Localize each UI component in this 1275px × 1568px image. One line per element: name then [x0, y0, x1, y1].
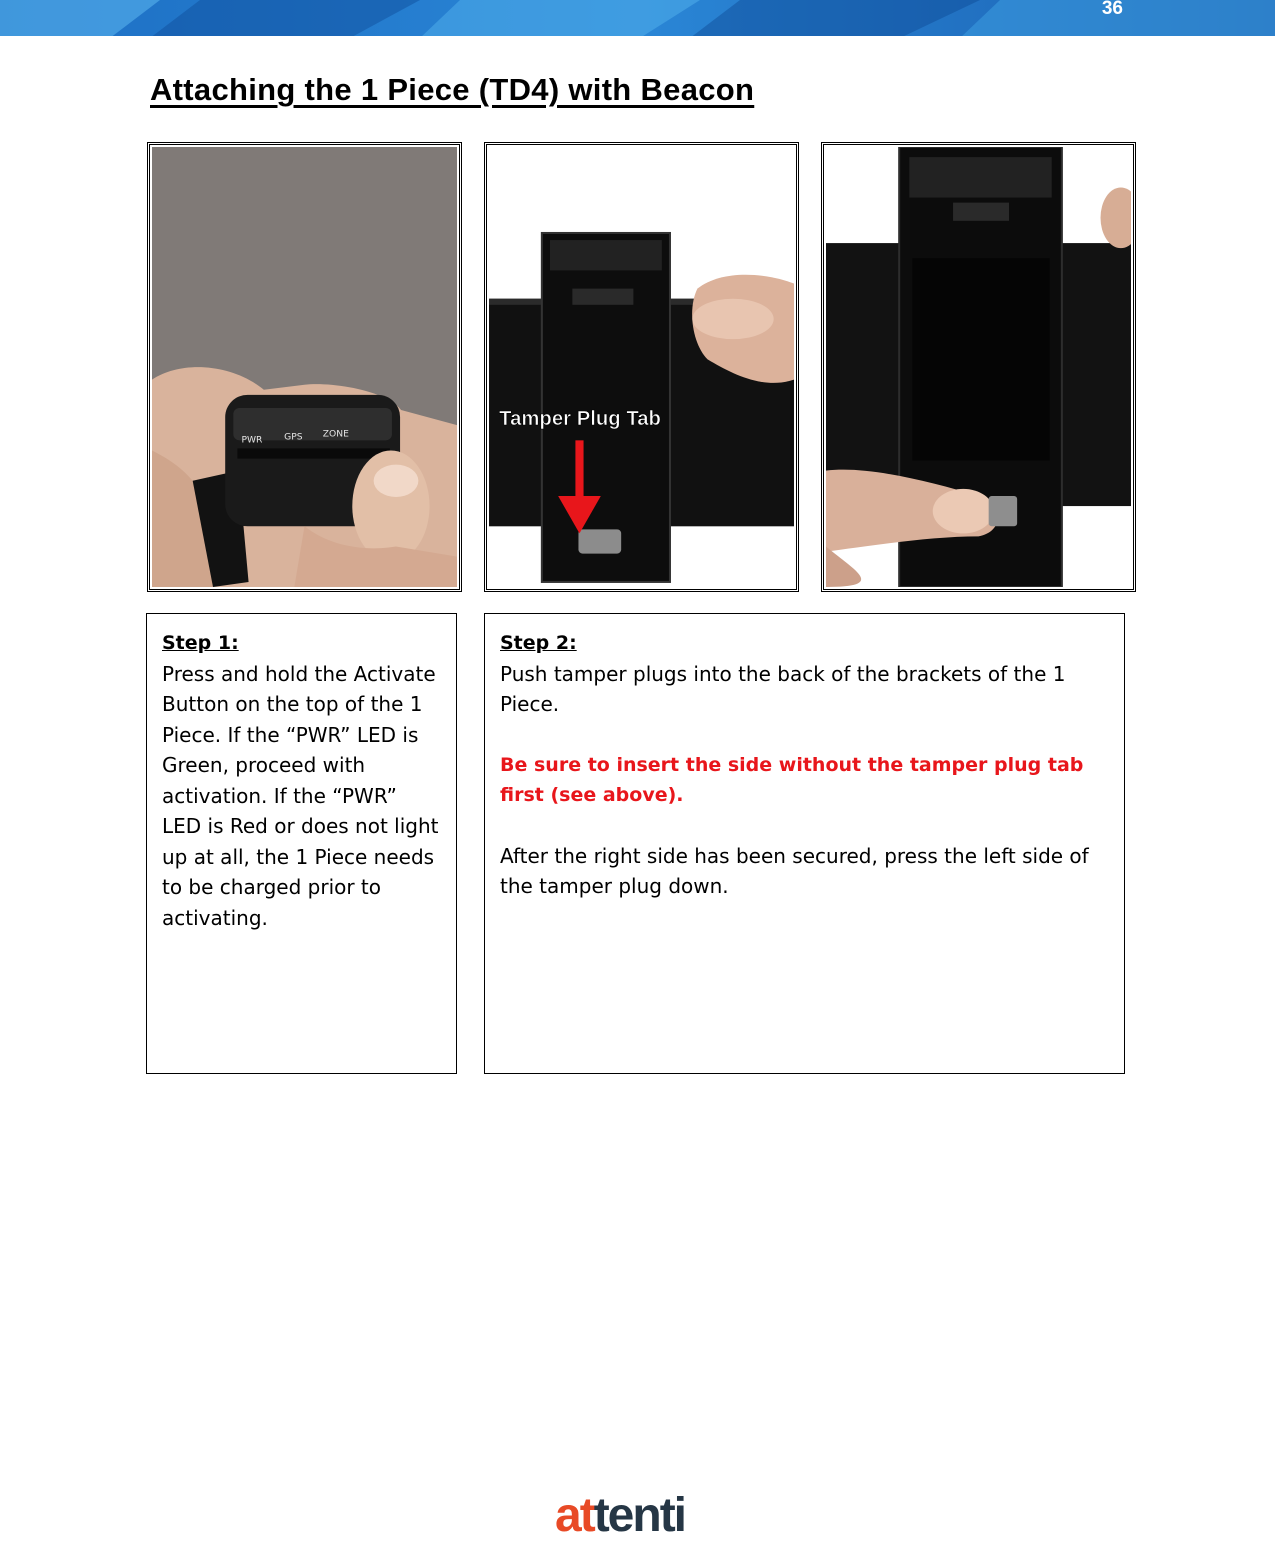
photo-press-tamper-plug: [821, 142, 1136, 592]
led-label-gps: GPS: [284, 432, 303, 443]
photo-tamper-plug-tab: [484, 142, 799, 592]
logo-part-2: tenti: [593, 1489, 686, 1542]
step-2-box: [484, 613, 1125, 1074]
attenti-logo: [555, 1488, 725, 1548]
page-number: 36: [1101, 0, 1123, 19]
tamper-plug-tab-callout: Tamper Plug Tab: [499, 408, 661, 431]
step-1-text: Press and hold the Activate Button on the top of the 1 Piece. If the “PWR” LED is Green, proceed with activation. If the “PWR” LED is Red or does not light up at all, the 1 Piece needs to be charged prior to activating.: [162, 661, 439, 930]
red-arrow-shaft: [575, 440, 583, 499]
header-band: [0, 0, 1275, 40]
photo-activate-button: [147, 142, 462, 592]
step-1-box: [146, 613, 457, 1074]
step-1-heading: Step 1:: [162, 632, 239, 654]
step-2-text-2: After the right side has been secured, press the left side of the tamper plug down.: [500, 843, 1089, 898]
led-label-zone: ZONE: [322, 429, 349, 440]
logo-part-1: at: [555, 1489, 594, 1542]
step-2-warning: Be sure to insert the side without the tamper plug tab first (see above).: [500, 753, 1084, 806]
step-2-text: Push tamper plugs into the back of the brackets of the 1 Piece.: [500, 661, 1066, 716]
page-title: Attaching the 1 Piece (TD4) with Beacon: [150, 72, 755, 107]
bracket-photo-graphic: [489, 147, 794, 587]
device-photo-graphic: [152, 147, 457, 587]
step-2-heading: Step 2:: [500, 632, 577, 654]
press-photo-graphic: [826, 147, 1131, 587]
led-label-pwr: PWR: [241, 435, 263, 446]
